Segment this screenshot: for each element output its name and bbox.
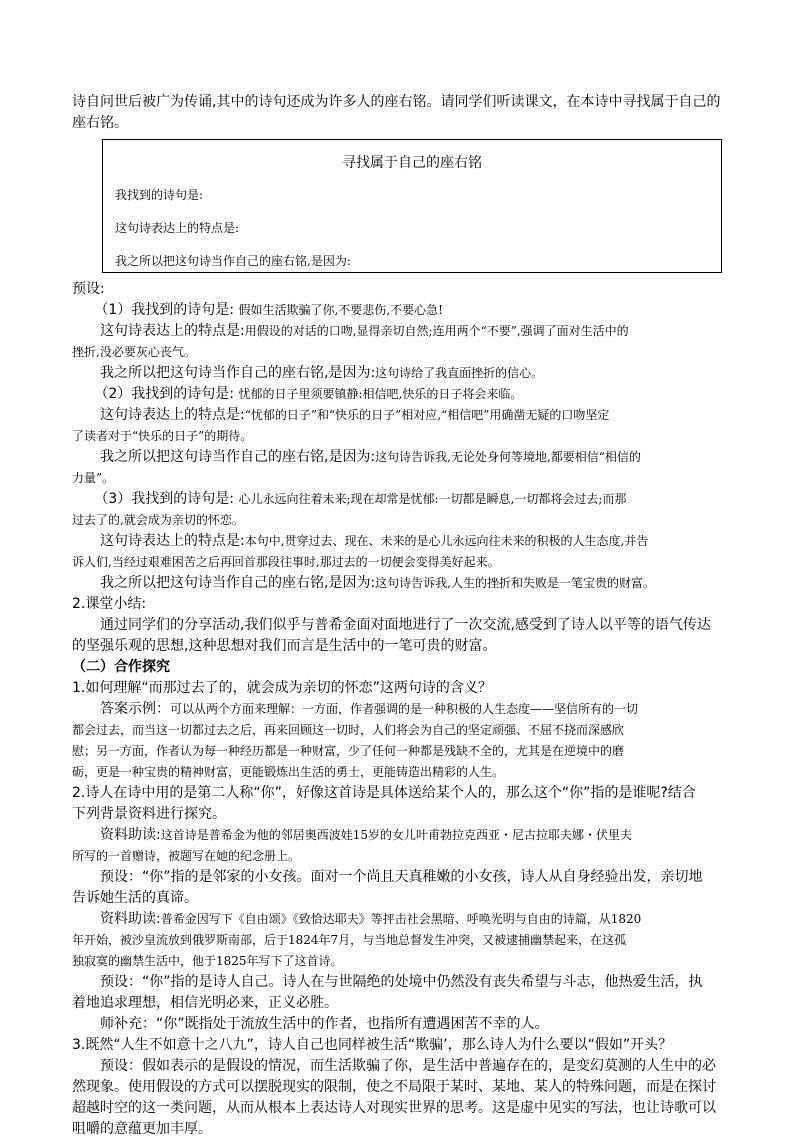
box-line-verse: 我找到的诗句是: <box>115 188 204 202</box>
aid-2-line-3: 独寂寞的幽禁生活中，他于1825年写下了这首诗。 <box>72 954 343 968</box>
preset-3-answer-line-3: 超越时空的这一类问题，从而从根本上表达诗人对现实世界的思考。这是虚中见实的写法，也让诗歌可以 <box>72 1100 716 1116</box>
preset-3-answer-line-2: 然现象。使用假设的方式可以摆脱现实的限制，使之不局限于某时、某地、某人的特殊问题，而是在探讨 <box>72 1079 716 1095</box>
preset-1-feature-cont: 挫折,没必要灰心丧气。 <box>72 345 196 359</box>
preset-1-reason: 我之所以把这句诗当作自己的座右铭,是因为:这句诗给了我直面挫折的信心。 <box>100 365 544 381</box>
preset-3-verse-cont: 过去了的,就会成为亲切的怀恋。 <box>72 513 244 527</box>
aid-1-line-2: 所写的一首赠诗，被题写在她的纪念册上。 <box>72 849 301 863</box>
box-line-reason: 我之所以把这句诗当作自己的座右铭,是因为: <box>115 254 351 268</box>
preset-you-1-line-1: 预设：“你”指的是邻家的小女孩。面对一个尚且天真稚嫩的小女孩，诗人从自身经验出发，亲切地 <box>100 869 703 885</box>
intro-paragraph: 诗自问世后被广为传诵,其中的诗句还成为许多人的座右铭。请同学们听读课文，在本诗中寻找属于自己的 座右铭。 <box>72 94 721 131</box>
preset-2-feature: 这句诗表达上的特点是:“忧郁的日子”和“快乐的日子”相对应,“相信吧”用确凿无疑的口吻坚定 <box>100 407 610 423</box>
question-1: 1.如何理解“而那过去了的，就会成为亲切的怀恋”这两句诗的含义？ <box>72 680 492 696</box>
aid-2-line-2: 年开始，被沙皇流放到俄罗斯南部，后于1824年7月，与当地总督发生冲突，又被逮捕幽禁起来，在这孤 <box>72 933 627 947</box>
preset-3-feature-cont: 诉人们,当经过艰难困苦之后再回首那段往事时,那过去的一切便会变得美好起来。 <box>72 555 500 569</box>
preset-3-verse: （3）我找到的诗句是: 心儿永远向往着未来;现在却常是忧郁:一切都是瞬息,一切都将会过去;而那 <box>94 491 627 507</box>
section-heading: （二）合作探究 <box>72 659 170 675</box>
motto-worksheet-box <box>102 139 722 273</box>
question-2-line-2: 下列背景资料进行探究。 <box>72 806 226 822</box>
question-3: 3.既然“人生不如意十之八九”，诗人自己也同样被生活“欺骗’，那么诗人为什么要以“假如”开头？ <box>72 1037 673 1053</box>
summary-heading: 2.课堂小结: <box>72 596 147 612</box>
aid-2-line-1: 资料助读:普希金因写下《自由颂》《致恰达耶夫》等抨击社会黑暗、呼唤光明与自由的诗篇，从1820 <box>100 911 642 927</box>
preset-2-verse: （2）我找到的诗句是: 忧郁的日子里须要镇静:相信吧,快乐的日子将会来临。 <box>94 386 523 402</box>
preset-you-1-line-2: 告诉她生活的真谛。 <box>72 890 198 906</box>
summary-line-1: 通过同学们的分享活动,我们似乎与普希金面对面地进行了一次交流,感受到了诗人以平等的语气传达 <box>100 617 711 633</box>
answer-1-line-2: 都会过去，而当这一切都过去之后，再来回顾这一切时，人们将会为自己的坚定顽强、不屈不挠而深感欣 <box>72 723 625 737</box>
preset-3-answer-line-1: 预设：假如表示的是假设的情况，而生活欺骗了你，是生活中普遍存在的，是变幻莫测的人生中的必 <box>100 1058 716 1074</box>
answer-1-line-4: 砺，更是一种宝贵的精神财富，更能锻炼出生活的勇士，更能铸造出精彩的人生。 <box>72 765 505 779</box>
answer-1-line-1: 答案示例：可以从两个方面来理解：一方面，作者强调的是一种积极的人生态度——坚信所有的一切 <box>100 701 639 717</box>
preset-2-feature-cont: 了读者对于“快乐的日子”的期待。 <box>72 429 253 443</box>
preset-1-feature: 这句诗表达上的特点是:用假设的对话的口吻,显得亲切自然;连用两个“不要”,强调了面对生活中的 <box>100 323 629 339</box>
teacher-supplement: 师补充：“你”既指处于流放生活中的作者，也指所有遭遇困苦不幸的人。 <box>100 1016 549 1032</box>
box-line-feature: 这句诗表达上的特点是: <box>115 221 240 235</box>
document-page <box>72 92 723 1140</box>
preset-1-verse: （1）我找到的诗句是: 假如生活欺骗了你,不要悲伤,不要心急! <box>94 302 443 318</box>
preset-3-answer-line-4: 咀嚼的意蕴更加丰厚。 <box>72 1121 212 1137</box>
preset-you-2-line-1: 预设：“你”指的是诗人自己。诗人在与世隔绝的处境中仍然没有丧失希望与斗志，他热爱生活，执 <box>100 974 703 990</box>
preset-label: 预设: <box>72 281 105 297</box>
answer-1-line-3: 慰；另一方面，作者认为每一种经历都是一种财富，少了任何一种都是残缺不全的，尤其是在逆境中的磨 <box>72 744 625 758</box>
summary-line-2: 的坚强乐观的思想,这种思想对我们而言是生活中的一笔可贵的财富。 <box>72 638 497 654</box>
preset-3-feature: 这句诗表达上的特点是:本句中,贯穿过去、现在、未来的是心儿永远向往未来的积极的人生态度,并告 <box>100 533 649 549</box>
preset-2-reason-cont: 力量”。 <box>72 471 115 485</box>
preset-2-reason: 我之所以把这句诗当作自己的座右铭,是因为:这句诗告诉我,无论处身何等境地,都要相信“相信的 <box>100 449 641 465</box>
aid-1-line-1: 资料助读:这首诗是普希金为他的邻居奥西波娃15岁的女儿叶甫勃拉克西亚・尼古拉耶夫娜・伏里夫 <box>100 827 632 843</box>
question-2-line-1: 2.诗人在诗中用的是第二人称“你”，好像这首诗是具体送给某个人的，那么这个“你”指的是谁呢?结合 <box>72 785 696 801</box>
preset-you-2-line-2: 着地追求理想，相信光明必来，正义必胜。 <box>72 995 338 1011</box>
preset-3-reason: 我之所以把这句诗当作自己的座右铭,是因为:这句诗告诉我,人生的挫折和失败是一笔宝贵的财富。 <box>100 575 655 591</box>
box-title: 寻找属于自己的座右铭 <box>342 155 482 171</box>
